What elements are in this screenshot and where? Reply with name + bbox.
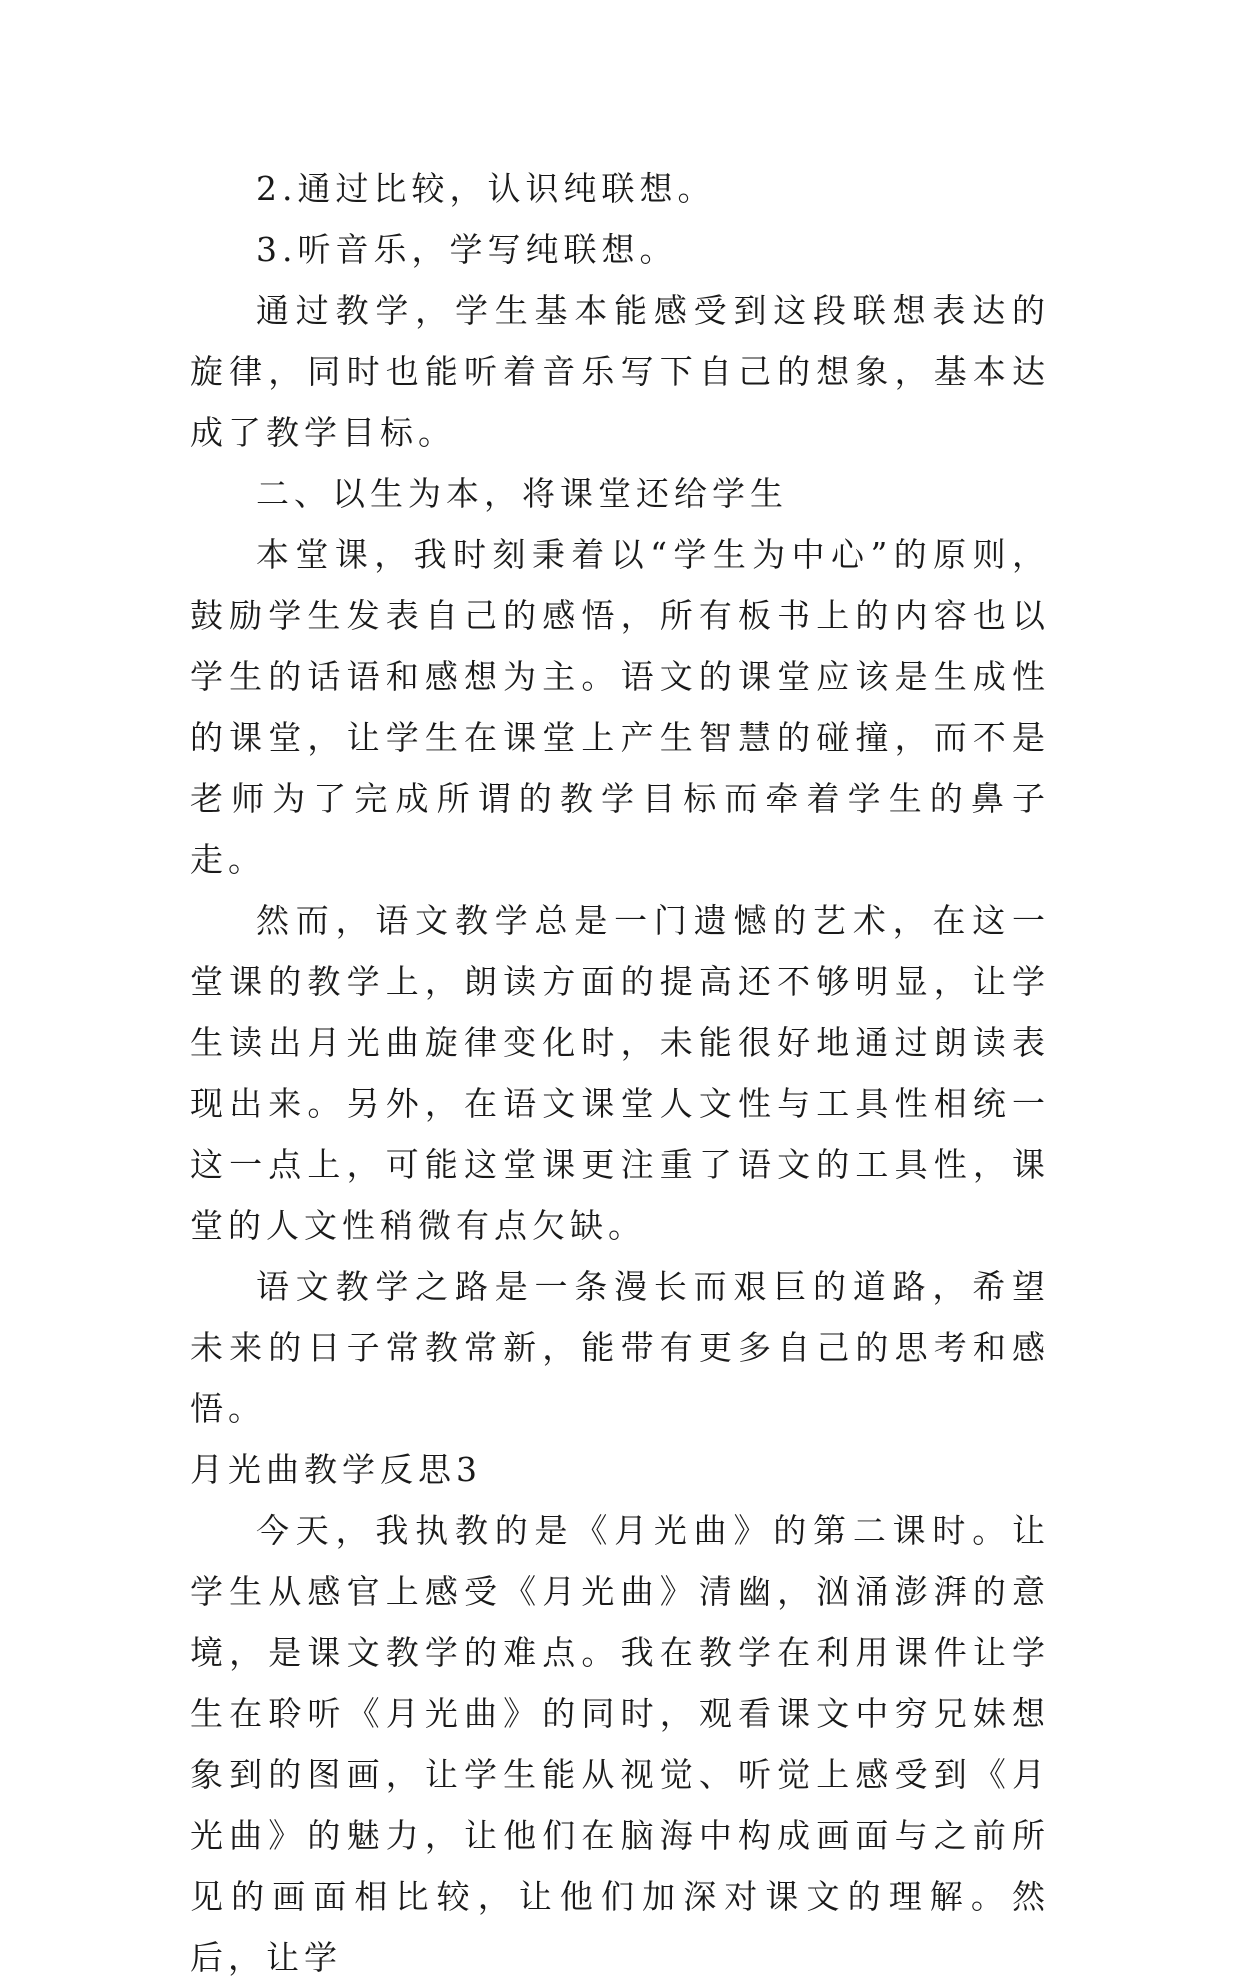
- paragraph-lesson-description: 今天，我执教的是《月光曲》的第二课时。让学生从感官上感受《月光曲》清幽，汹涌澎湃的意境，是课文教学的难点。我在教学在利用课件让学生在聆听《月光曲》的同时，观看课文中穷兄妹想象到的图画，让学生能从视觉、听觉上感受到《月光曲》的魅力，让他们在脑海中构成画面与之前所见的画面相比较，让他们加深对课文的理解。然后，让学: [190, 1511, 1050, 1977]
- paragraph-item-2: 2.通过比较，认识纯联想。: [256, 169, 716, 208]
- document-body: [190, 158, 1050, 1988]
- paragraph-student-centered: 本堂课，我时刻秉着以“学生为中心”的原则，鼓励学生发表自己的感悟，所有板书上的内容也以学生的话语和感想为主。语文的课堂应该是生成性的课堂，让学生在课堂上产生智慧的碰撞，而不是老师为了完成所谓的教学目标而牵着学生的鼻子走。: [190, 535, 1050, 879]
- article-title: 月光曲教学反思3: [190, 1450, 482, 1489]
- paragraph-reflection-shortcomings: 然而，语文教学总是一门遗憾的艺术，在这一堂课的教学上，朗读方面的提高还不够明显，让学生读出月光曲旋律变化时，未能很好地通过朗读表现出来。另外，在语文课堂人文性与工具性相统一这一点上，可能这堂课更注重了语文的工具性，课堂的人文性稍微有点欠缺。: [190, 901, 1050, 1245]
- paragraph-future-outlook: 语文教学之路是一条漫长而艰巨的道路，希望未来的日子常教常新，能带有更多自己的思考和感悟。: [190, 1267, 1050, 1428]
- paragraph-teaching-result: 通过教学，学生基本能感受到这段联想表达的旋律，同时也能听着音乐写下自己的想象，基本达成了教学目标。: [190, 291, 1050, 452]
- section-heading-student-centered: 二、以生为本，将课堂还给学生: [256, 474, 788, 513]
- paragraph-item-3: 3.听音乐，学写纯联想。: [256, 230, 678, 269]
